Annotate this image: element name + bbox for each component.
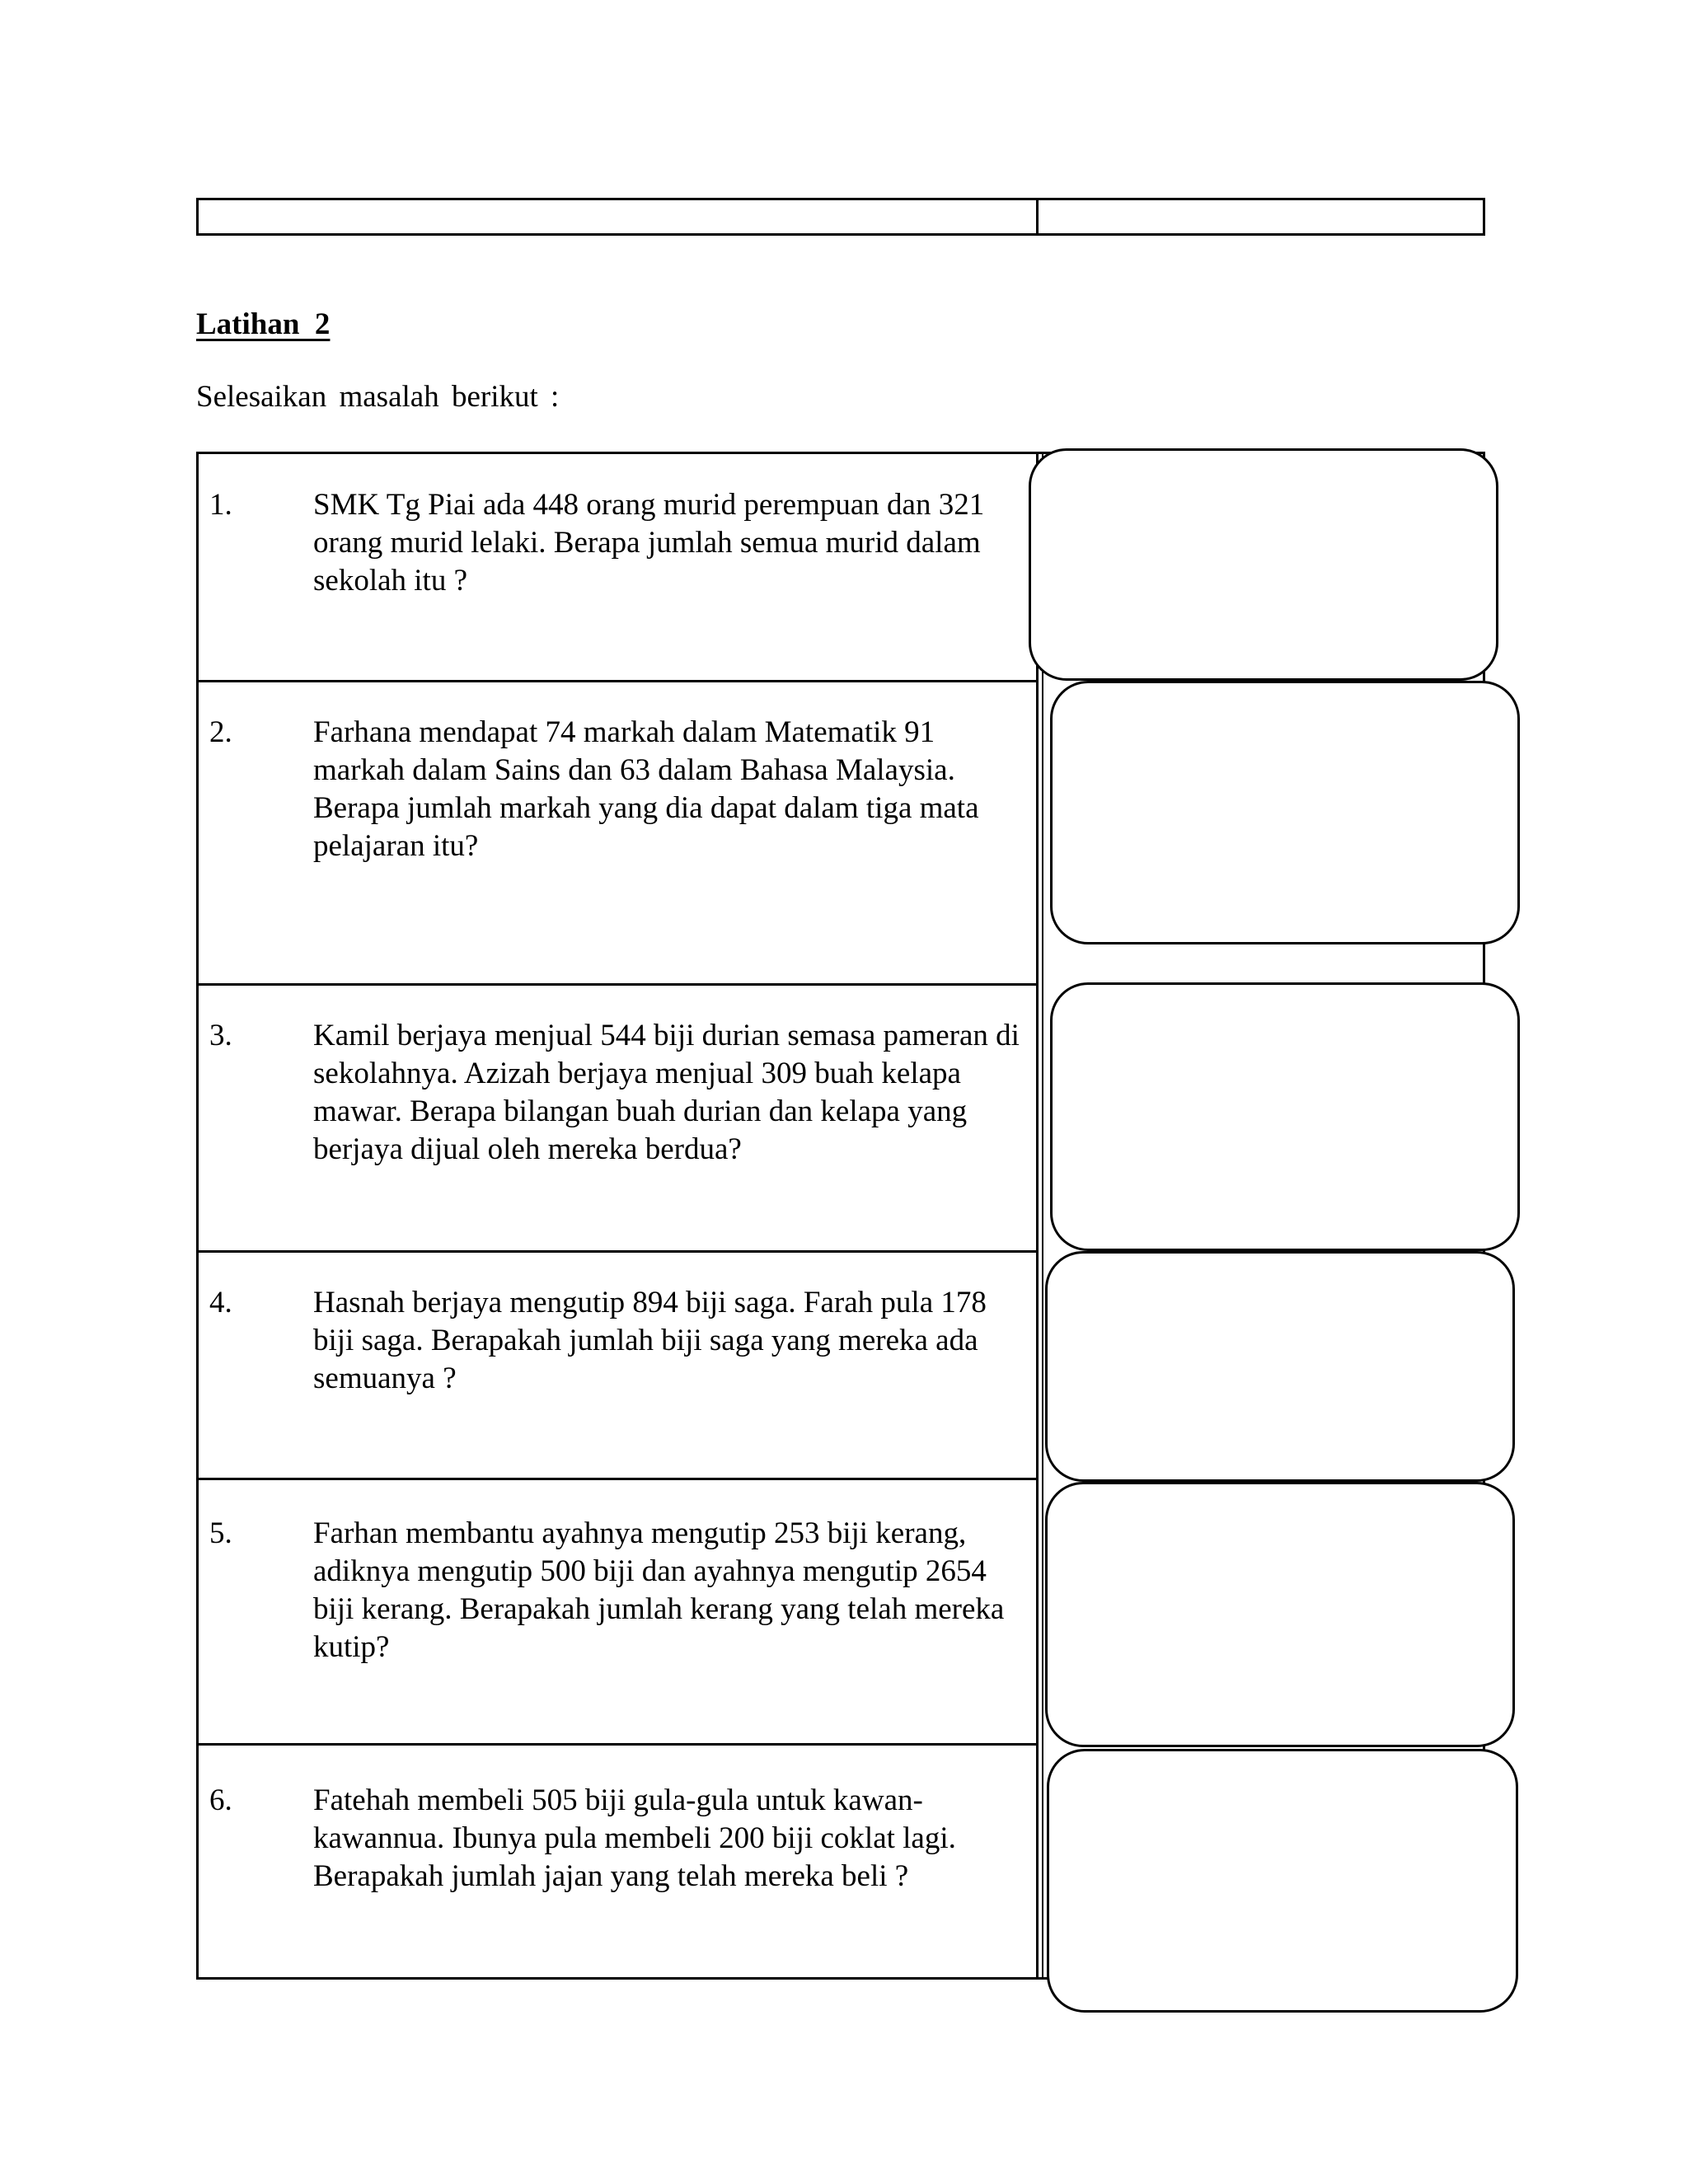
exercise-instruction: Selesaikan masalah berikut : xyxy=(196,380,560,414)
question-text: Farhan membantu ayahnya mengutip 253 biji kerang, adiknya mengutip 500 biji dan ayahnya mengutip 2654 biji kerang. Berapakah jumlah kerang yang telah mereka kutip? xyxy=(313,1516,1005,1664)
question-number: 6. xyxy=(209,1783,232,1817)
question-number: 3. xyxy=(209,1019,232,1052)
answer-box-1[interactable] xyxy=(1029,448,1498,681)
question-1 xyxy=(209,486,1029,600)
question-3 xyxy=(209,1017,1029,1169)
question-number: 5. xyxy=(209,1516,232,1550)
answer-box-6[interactable] xyxy=(1047,1749,1518,2013)
question-text: Fatehah membeli 505 biji gula-gula untuk kawan-kawannua. Ibunya pula membeli 200 biji coklat lagi. Berapakah jumlah jajan yang telah mereka beli ? xyxy=(313,1783,956,1893)
question-text: Farhana mendapat 74 markah dalam Matematik 91 markah dalam Sains dan 63 dalam Bahasa Malaysia. Berapa jumlah markah yang dia dapat dalam tiga mata pelajaran itu? xyxy=(313,715,979,863)
exercise-heading: Latihan 2 xyxy=(196,307,331,341)
question-number: 1. xyxy=(209,488,232,522)
table-row-divider xyxy=(199,1743,1039,1746)
answer-box-2[interactable] xyxy=(1050,681,1520,944)
question-text: SMK Tg Piai ada 448 orang murid perempuan dan 321 orang murid lelaki. Berapa jumlah semua murid dalam sekolah itu ? xyxy=(313,488,985,598)
question-2 xyxy=(209,714,1029,865)
question-number: 4. xyxy=(209,1286,232,1319)
question-text: Hasnah berjaya mengutip 894 biji saga. Farah pula 178 biji saga. Berapakah jumlah biji saga yang mereka ada semuanya ? xyxy=(313,1286,987,1395)
table-column-divider-inner xyxy=(1042,454,1043,1977)
table-row-divider xyxy=(199,1250,1039,1253)
table-column-divider xyxy=(1036,454,1039,1977)
header-table xyxy=(196,198,1485,236)
answer-box-3[interactable] xyxy=(1050,982,1520,1251)
question-5 xyxy=(209,1515,1029,1666)
header-table-divider xyxy=(1036,200,1039,233)
answer-box-5[interactable] xyxy=(1045,1482,1515,1747)
answer-box-4[interactable] xyxy=(1045,1251,1515,1482)
table-row-divider xyxy=(199,983,1039,986)
table-row-divider xyxy=(199,680,1039,682)
question-number: 2. xyxy=(209,715,232,749)
question-4 xyxy=(209,1284,1029,1398)
question-6 xyxy=(209,1782,1029,1896)
table-row-divider xyxy=(199,1478,1039,1480)
question-text: Kamil berjaya menjual 544 biji durian semasa pameran di sekolahnya. Azizah berjaya menjual 309 buah kelapa mawar. Berapa bilangan buah durian dan kelapa yang berjaya dijual oleh mereka berdua? xyxy=(313,1019,1020,1166)
